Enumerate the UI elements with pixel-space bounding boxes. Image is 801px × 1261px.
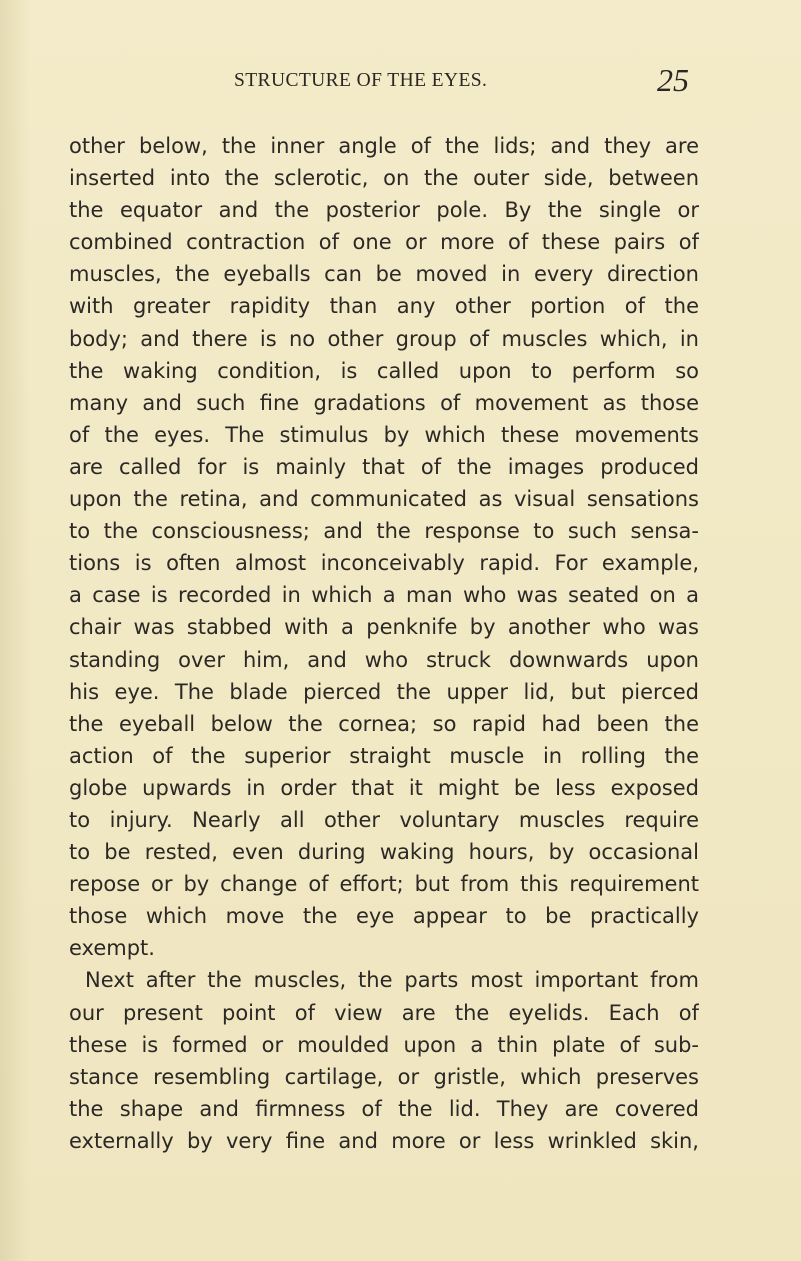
text-line: are called for is mainly that of the images produced	[69, 454, 699, 479]
text-line: globe upwards in order that it might be less exposed	[69, 775, 699, 800]
text-line: our present point of view are the eyelids. Each of	[69, 1000, 699, 1025]
text-line: upon the retina, and communicated as visual sensations	[69, 487, 699, 512]
page-gutter-shadow	[0, 0, 30, 1261]
text-line: combined contraction of one or more of these pairs of	[69, 230, 699, 255]
text-line: the eyeball below the cornea; so rapid had been the	[69, 711, 699, 736]
text-line: body; and there is no other group of muscles which, in	[69, 326, 699, 351]
text-line: his eye. The blade pierced the upper lid, but pierced	[69, 679, 699, 704]
text-line: exempt.	[69, 936, 155, 961]
text-line: many and such fine gradations of movement as those	[69, 390, 699, 415]
body-text	[69, 130, 699, 1157]
text-line: of the eyes. The stimulus by which these movements	[69, 422, 699, 447]
text-line: to injury. Nearly all other voluntary muscles require	[69, 807, 699, 832]
paragraph-start-line: Next after the muscles, the parts most important from	[85, 968, 699, 993]
text-line: other below, the inner angle of the lids; and they are	[69, 134, 699, 158]
text-line: the equator and the posterior pole. By the single or	[69, 198, 699, 223]
text-line: to be rested, even during waking hours, by occasional	[69, 840, 699, 865]
text-line: standing over him, and who struck downwards upon	[69, 647, 699, 672]
page-number: 25	[657, 62, 689, 98]
text-line: chair was stabbed with a penknife by another who was	[69, 615, 699, 640]
text-line: the shape and firmness of the lid. They are covered	[69, 1096, 699, 1121]
text-line: a case is recorded in which a man who was seated on a	[69, 583, 699, 608]
text-line: action of the superior straight muscle in rolling the	[69, 743, 699, 768]
text-line: to the consciousness; and the response to such sensa-	[69, 519, 699, 544]
text-line: those which move the eye appear to be practically	[69, 904, 699, 929]
text-line: tions is often almost inconceivably rapid. For example,	[69, 551, 699, 576]
text-line: repose or by change of effort; but from this requirement	[69, 872, 699, 897]
text-line: inserted into the sclerotic, on the outer side, between	[69, 166, 699, 191]
running-title: STRUCTURE OF THE EYES.	[234, 70, 488, 91]
text-line: the waking condition, is called upon to perform so	[69, 358, 699, 383]
text-line: with greater rapidity than any other portion of the	[69, 294, 699, 319]
text-line: externally by very fine and more or less wrinkled skin,	[69, 1128, 699, 1153]
running-head	[0, 60, 801, 100]
text-line: stance resembling cartilage, or gristle, which preserves	[69, 1064, 699, 1089]
text-line: muscles, the eyeballs can be moved in every direction	[69, 262, 699, 287]
text-line: these is formed or moulded upon a thin plate of sub-	[69, 1032, 699, 1057]
